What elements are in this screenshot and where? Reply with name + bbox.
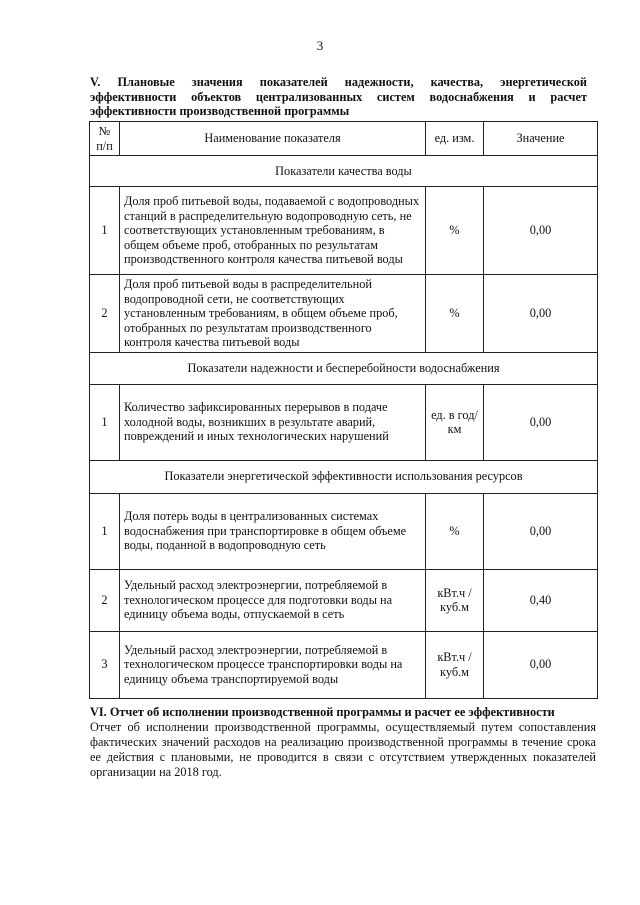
group-title: Показатели качества воды — [90, 156, 598, 187]
section-5-title: V. Плановые значения показателей надежности, качества, энергетической эффективности объектов централизованных систем водоснабжения и расчет эффективности производственной программы — [90, 75, 587, 118]
row-num: 3 — [90, 631, 120, 698]
table-row — [90, 569, 598, 631]
section-6-body: Отчет об исполнении производственной программы, осуществляемый путем сопоставления фактических значений расходов на реализацию производственной программы в течение срока ее действия с плановыми, не проводится в связи с отсутствием утвержденных показателей организации на 2018 год. — [90, 720, 596, 779]
indicators-table — [89, 121, 598, 699]
row-num: 1 — [90, 187, 120, 275]
row-num: 2 — [90, 569, 120, 631]
row-value: 0,00 — [484, 187, 598, 275]
row-value: 0,00 — [484, 631, 598, 698]
row-name: Удельный расход электроэнергии, потребляемой в технологическом процессе для подготовки воды на единицу объема воды, отпускаемой в сеть — [120, 569, 426, 631]
group-row-reliability — [90, 352, 598, 384]
header-num: № п/п — [90, 122, 120, 156]
header-value: Значение — [484, 122, 598, 156]
table-row — [90, 384, 598, 460]
group-title: Показатели надежности и бесперебойности водоснабжения — [90, 352, 598, 384]
row-value: 0,00 — [484, 275, 598, 353]
table-row — [90, 493, 598, 569]
row-num: 1 — [90, 493, 120, 569]
table-header-row — [90, 122, 598, 156]
row-unit: кВт.ч / куб.м — [426, 569, 484, 631]
header-name: Наименование показателя — [120, 122, 426, 156]
table-row — [90, 631, 598, 698]
row-value: 0,00 — [484, 384, 598, 460]
page-number: 3 — [316, 38, 324, 53]
row-unit: кВт.ч / куб.м — [426, 631, 484, 698]
header-unit: ед. изм. — [426, 122, 484, 156]
row-name: Доля потерь воды в централизованных системах водоснабжения при транспортировке в общем объеме воды, поданной в водопроводную сеть — [120, 493, 426, 569]
row-unit: % — [426, 275, 484, 353]
row-unit: % — [426, 187, 484, 275]
section-6-title: VI. Отчет об исполнении производственной программы и расчет ее эффективности — [90, 705, 555, 719]
row-num: 2 — [90, 275, 120, 353]
table-row — [90, 275, 598, 353]
row-name: Доля проб питьевой воды, подаваемой с водопроводных станций в распределительную водопроводную сеть, не соответствующих установленным требованиям, в общем объеме проб, отобранных по результатам производственного контроля качества питьевой воды — [120, 187, 426, 275]
table-row — [90, 187, 598, 275]
group-title: Показатели энергетической эффективности использования ресурсов — [90, 460, 598, 493]
row-unit: ед. в год/ км — [426, 384, 484, 460]
row-num: 1 — [90, 384, 120, 460]
row-name: Доля проб питьевой воды в распределительной водопроводной сети, не соответствующих установленным требованиям, в общем объеме проб, отобранных по результатам производственного контроля качества питьевой воды — [120, 275, 426, 353]
row-name: Удельный расход электроэнергии, потребляемой в технологическом процессе транспортировки воды на единицу объема транспортируемой воды — [120, 631, 426, 698]
row-value: 0,40 — [484, 569, 598, 631]
row-value: 0,00 — [484, 493, 598, 569]
row-unit: % — [426, 493, 484, 569]
row-name: Количество зафиксированных перерывов в подаче холодной воды, возникших в результате аварий, повреждений и иных технологических нарушений — [120, 384, 426, 460]
group-row-quality — [90, 156, 598, 187]
group-row-energy — [90, 460, 598, 493]
